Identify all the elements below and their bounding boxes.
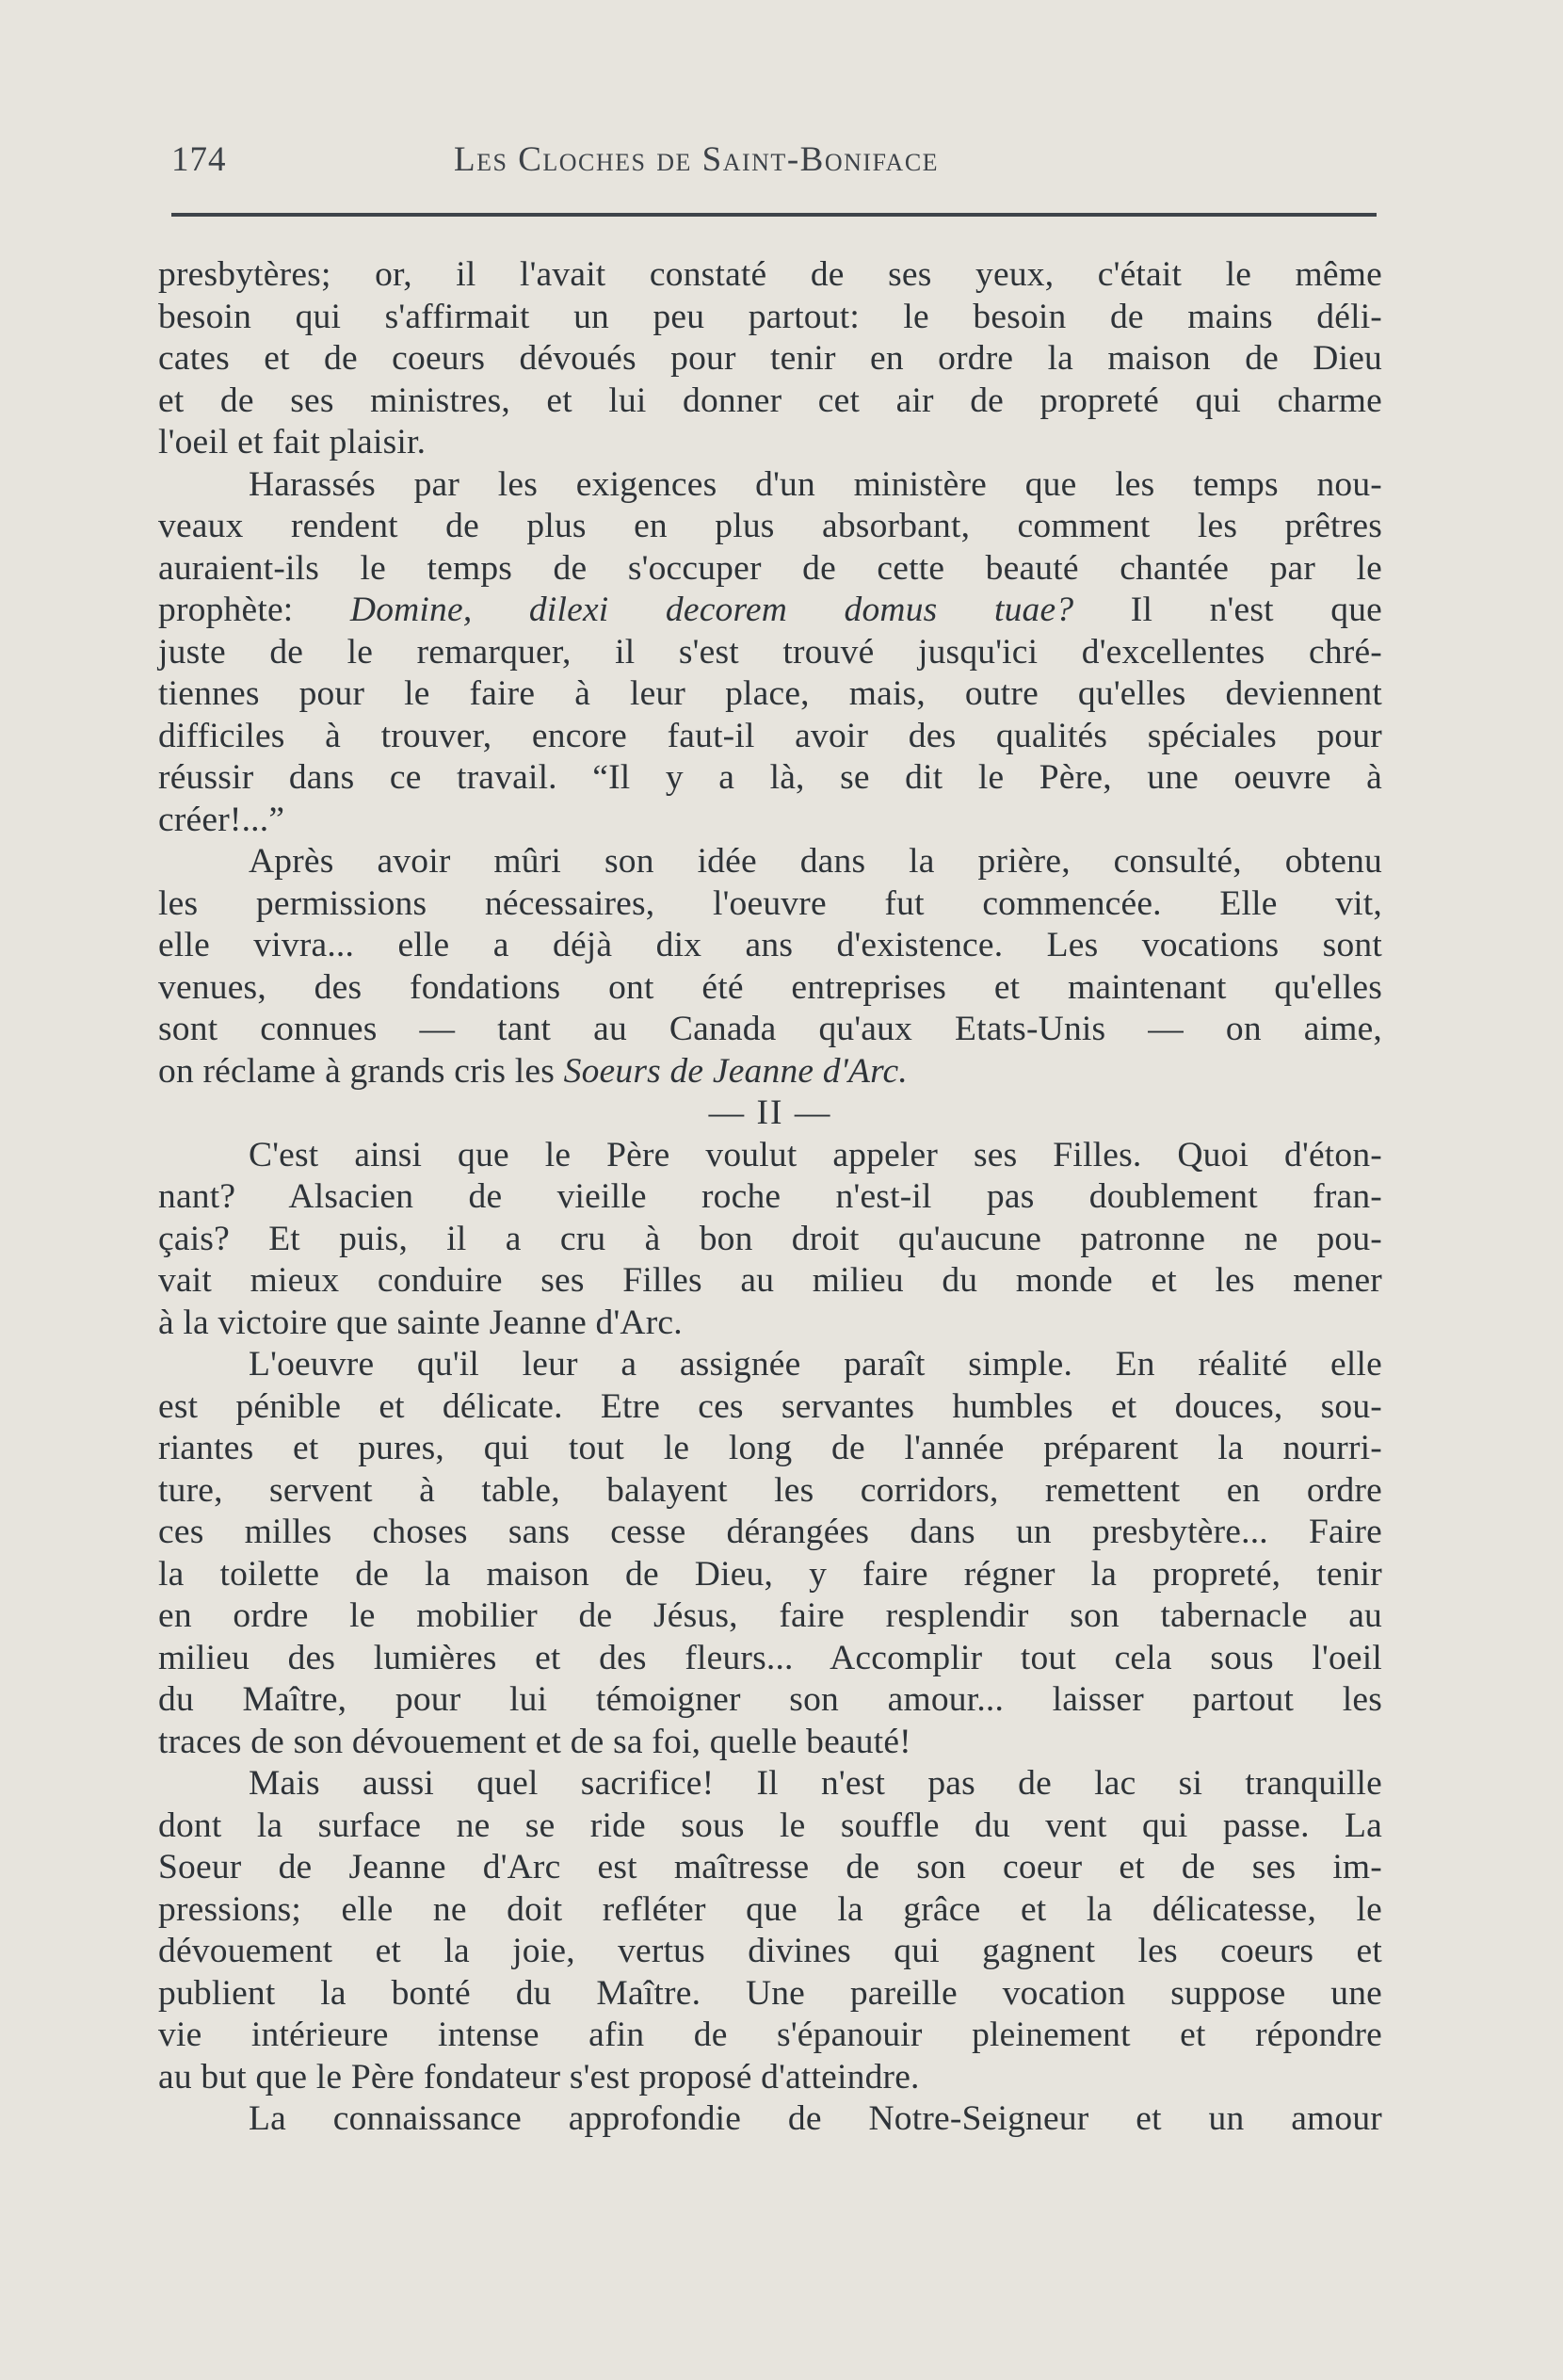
text-run: on réclame à grands cris les xyxy=(158,1051,564,1091)
running-head xyxy=(171,139,1377,186)
text-line: veaux rendent de plus en plus absorbant, comment les prêtres xyxy=(158,507,1382,545)
text-line: nant? Alsacien de vieille roche n'est-il pas doublement fran- xyxy=(158,1177,1382,1216)
text-line: — II — xyxy=(708,1093,832,1132)
text-line: la toilette de la maison de Dieu, y faire régner la propreté, tenir xyxy=(158,1554,1382,1594)
text-line: Après avoir mûri son idée dans la prière, consulté, obtenu xyxy=(249,842,1382,881)
text-line: cates et de coeurs dévoués pour tenir en ordre la maison de Dieu xyxy=(158,339,1382,378)
text-line xyxy=(158,1051,1382,1093)
text-line: dont la surface ne se ride sous le souffle du vent qui passe. La xyxy=(158,1805,1382,1845)
text-line: vie intérieure intense afin de s'épanouir pleinement et répondre xyxy=(158,2016,1382,2054)
text-line: riantes et pures, qui tout le long de l'année préparent la nourri- xyxy=(158,1429,1382,1467)
text-line: tiennes pour le faire à leur place, mais, outre qu'elles deviennent xyxy=(158,674,1382,713)
text-line: et de ses ministres, et lui donner cet air de propreté qui charme xyxy=(158,380,1382,420)
italic-phrase: Domine, dilexi decorem domus tuae? xyxy=(349,591,1074,629)
text-line: pressions; elle ne doit refléter que la grâce et la délicatesse, le xyxy=(158,1889,1382,1929)
text-run: Il n'est que xyxy=(1073,591,1382,629)
text-line: publient la bonté du Maître. Une pareille vocation suppose une xyxy=(158,1973,1382,2013)
text-line: du Maître, pour lui témoigner son amour... laisser partout les xyxy=(158,1680,1382,1719)
text-line: La connaissance approfondie de Notre-Seigneur et un amour xyxy=(249,2099,1382,2138)
text-line: est pénible et délicate. Etre ces servantes humbles et douces, sou- xyxy=(158,1386,1382,1426)
text-line: L'oeuvre qu'il leur a assignée paraît simple. En réalité elle xyxy=(249,1345,1382,1384)
text-line: vait mieux conduire ses Filles au milieu du monde et les mener xyxy=(158,1261,1382,1300)
text-line: traces de son dévouement et de sa foi, quelle beauté! xyxy=(158,1722,911,1761)
body-text xyxy=(158,254,1382,2141)
running-title: Les Cloches de Saint-Boniface xyxy=(454,140,940,179)
text-line: Harassés par les exigences d'un ministère que les temps nou- xyxy=(249,464,1382,504)
text-line: difficiles à trouver, encore faut-il avoir des qualités spéciales pour xyxy=(158,716,1382,755)
italic-phrase: Soeurs de Jeanne d'Arc. xyxy=(563,1051,908,1091)
text-line: ces milles choses sans cesse dérangées dans un presbytère... Faire xyxy=(158,1513,1382,1551)
text-run: prophète: xyxy=(158,591,350,629)
text-line: au but que le Père fondateur s'est proposé d'atteindre. xyxy=(158,2057,920,2097)
text-line: réussir dans ce travail. “Il y a là, se dit le Père, une oeuvre à xyxy=(158,758,1382,797)
header-rule xyxy=(171,213,1377,217)
text-line: Mais aussi quel sacrifice! Il n'est pas de lac si tranquille xyxy=(249,1764,1382,1803)
text-line: venues, des fondations ont été entreprises et maintenant qu'elles xyxy=(158,967,1382,1007)
text-line: sont connues — tant au Canada qu'aux Etats-Unis — on aime, xyxy=(158,1010,1382,1048)
text-line: besoin qui s'affirmait un peu partout: le besoin de mains déli- xyxy=(158,297,1382,336)
text-line: auraient-ils le temps de s'occuper de cette beauté chantée par le xyxy=(158,548,1382,588)
text-line: à la victoire que sainte Jeanne d'Arc. xyxy=(158,1303,683,1342)
text-line: elle vivra... elle a déjà dix ans d'existence. Les vocations sont xyxy=(158,926,1382,964)
text-line: Soeur de Jeanne d'Arc est maîtresse de son coeur et de ses im- xyxy=(158,1848,1382,1886)
text-line xyxy=(158,590,1382,632)
text-line: créer!...” xyxy=(158,800,285,839)
text-line: C'est ainsi que le Père voulut appeler ses Filles. Quoi d'éton- xyxy=(249,1135,1382,1174)
text-line: l'oeil et fait plaisir. xyxy=(158,423,427,461)
text-line: juste de le remarquer, il s'est trouvé jusqu'ici d'excellentes chré- xyxy=(158,632,1382,672)
text-line: çais? Et puis, il a cru à bon droit qu'aucune patronne ne pou- xyxy=(158,1219,1382,1258)
page-number: 174 xyxy=(171,140,227,179)
text-line: milieu des lumières et des fleurs... Accomplir tout cela sous l'oeil xyxy=(158,1638,1382,1677)
text-line: les permissions nécessaires, l'oeuvre fut commencée. Elle vit, xyxy=(158,883,1382,923)
text-line: en ordre le mobilier de Jésus, faire resplendir son tabernacle au xyxy=(158,1596,1382,1635)
text-line: dévouement et la joie, vertus divines qui gagnent les coeurs et xyxy=(158,1932,1382,1970)
text-line: ture, servent à table, balayent les corridors, remettent en ordre xyxy=(158,1470,1382,1510)
text-line: presbytères; or, il l'avait constaté de ses yeux, c'était le même xyxy=(158,255,1382,294)
